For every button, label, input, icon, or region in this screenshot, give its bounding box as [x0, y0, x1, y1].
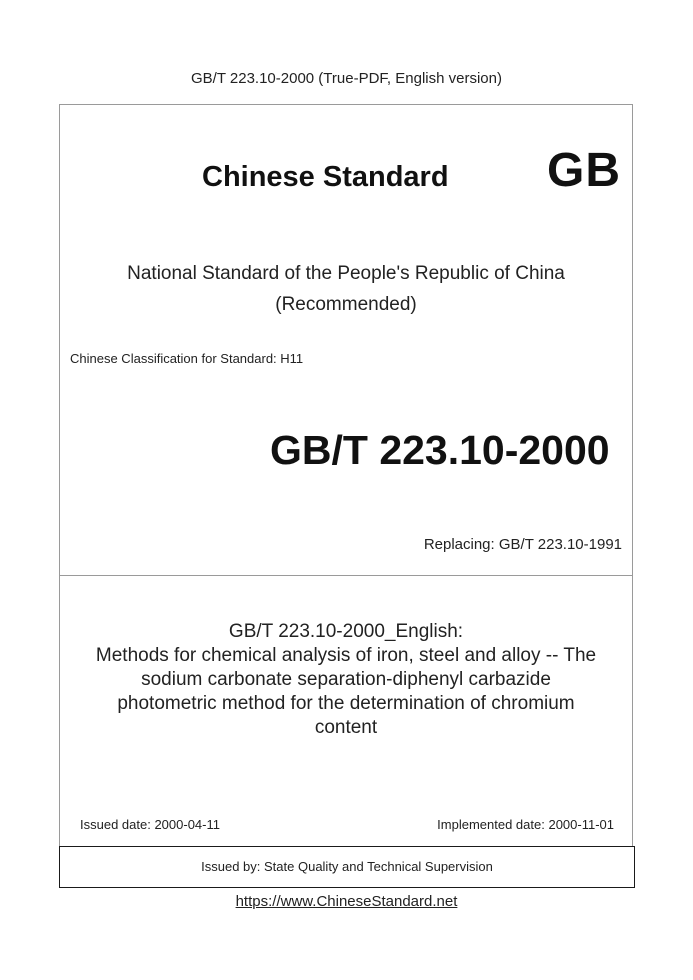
cover-title: Chinese Standard — [202, 161, 449, 193]
standard-code: GB/T 223.10-2000 — [270, 427, 610, 473]
issuer-box: Issued by: State Quality and Technical Supervision — [59, 846, 635, 888]
doc-title-line-3: sodium carbonate separation-diphenyl carbazide — [141, 669, 551, 690]
national-line-1: National Standard of the People's Republic of China — [127, 263, 565, 284]
doc-title-line-5: content — [314, 717, 378, 738]
doc-title-line-2: Methods for chemical analysis of iron, steel and alloy -- The — [95, 645, 597, 666]
issued-date: Issued date: 2000-04-11 — [80, 817, 220, 832]
implemented-date: Implemented date: 2000-11-01 — [437, 817, 614, 832]
cover-frame — [59, 104, 633, 885]
cover-top-section — [60, 105, 632, 576]
classification-text: Chinese Classification for Standard: H11 — [70, 351, 304, 366]
national-line-2: (Recommended) — [275, 294, 417, 315]
gb-mark: GB — [547, 144, 621, 197]
website-link[interactable]: https://www.ChineseStandard.net — [235, 893, 458, 910]
document-header: GB/T 223.10-2000 (True-PDF, English version) — [191, 70, 502, 87]
document-title — [60, 620, 632, 740]
national-standard-text — [60, 258, 632, 320]
doc-title-line-4: photometric method for the determination of chromium — [117, 693, 575, 714]
replacing-text: Replacing: GB/T 223.10-1991 — [423, 536, 622, 553]
doc-title-line-1: GB/T 223.10-2000_English: — [228, 621, 464, 642]
